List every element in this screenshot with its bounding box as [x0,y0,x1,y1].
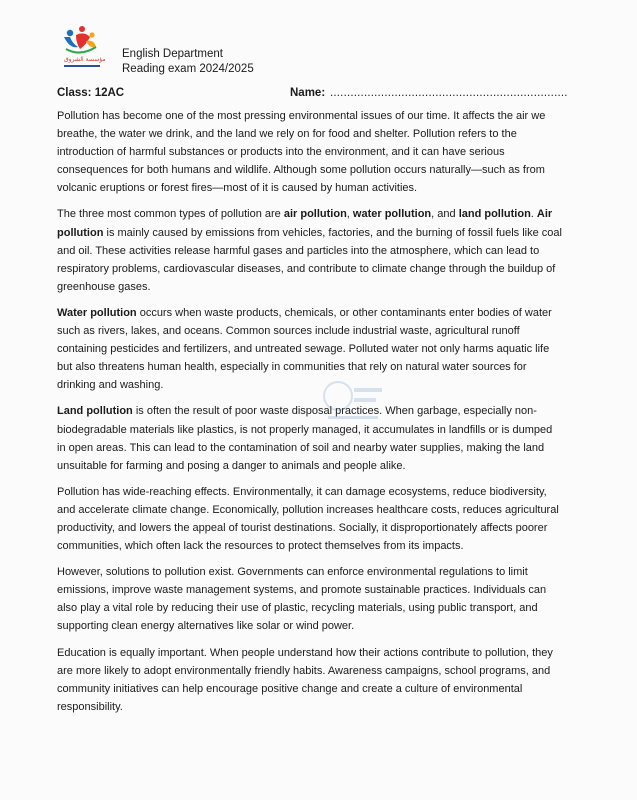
paragraph-types: The three most common types of pollution are air pollution, water pollution, and land pollution. Air pollution is mainly caused by emissions from vehicles, factories, and the burning of fossil fuels like coal and oil. These activities release harmful gases and particles into the atmosphere, which can lead to respiratory problems, cardiovascular diseases, and contribute to climate change through the buildup of greenhouse gases. [57,208,562,293]
exam-title: Reading exam 2024/2025 [122,63,254,75]
class-name-row [57,87,568,103]
paragraph-intro: Pollution has become one of the most pressing environmental issues of our time. It affects the air we breathe, the water we drink, and the land we rely on for food and shelter. Pollution refers to the introduction of harmful substances or products into the environment, and it can have serious consequences for both humans and wildlife. Although some pollution occurs naturally—such as from volcanic eruptions or forest fires—most of it is caused by human activities. [57,110,546,195]
reading-passage [57,107,562,724]
name-label: Name: [290,87,326,99]
name-field[interactable]: ...................................................................... [330,87,568,99]
logo-text: مؤسسة الشروق [64,56,106,63]
paragraph-land: Land pollution is often the result of poor waste disposal practices. When garbage, especially non-biodegradable materials like plastics, is not properly managed, it accumulates in landfills or is dumped in open areas. This can lead to the contamination of soil and nearby water supplies, making the land unsuitable for farming and posing a danger to animals and people alike. [57,405,553,472]
paragraph-water: Water pollution occurs when waste products, chemicals, or other contaminants enter bodies of water such as rivers, lakes, and oceans. Common sources include industrial waste, agricultural runoff containing pesticides and fertilizers, and untreated sewage. Polluted water not only harms aquatic life but also threatens human health, especially in communities that rely on natural water sources for drinking and washing. [57,306,552,392]
class-label: Class: 12AC [57,87,125,99]
paragraph-solutions: However, solutions to pollution exist. Governments can enforce environmental regulations to limit emissions, improve waste management systems, and promote sustainable practices. Individuals can also play a vital role by reducing their use of plastic, recycling materials, using public transport, and supporting clean energy alternatives like solar or wind power. [57,566,547,633]
paragraph-education: Education is equally important. When people understand how their actions contribute to pollution, they are more likely to adopt environmentally friendly habits. Awareness campaigns, school programs, and community initiatives can help encourage positive change and create a culture of environmental responsibility. [57,646,553,713]
department-name: English Department [122,48,223,60]
paragraph-effects: Pollution has wide-reaching effects. Environmentally, it can damage ecosystems, reduce biodiversity, and accelerate climate change. Economically, pollution increases healthcare costs, reduces agricultural productivity, and lowers the appeal of tourist destinations. Socially, it disproportionately affects poorer communities, which often lack the resources to protect themselves from its impacts. [57,485,559,553]
school-logo [56,23,112,71]
department-info [122,47,254,77]
